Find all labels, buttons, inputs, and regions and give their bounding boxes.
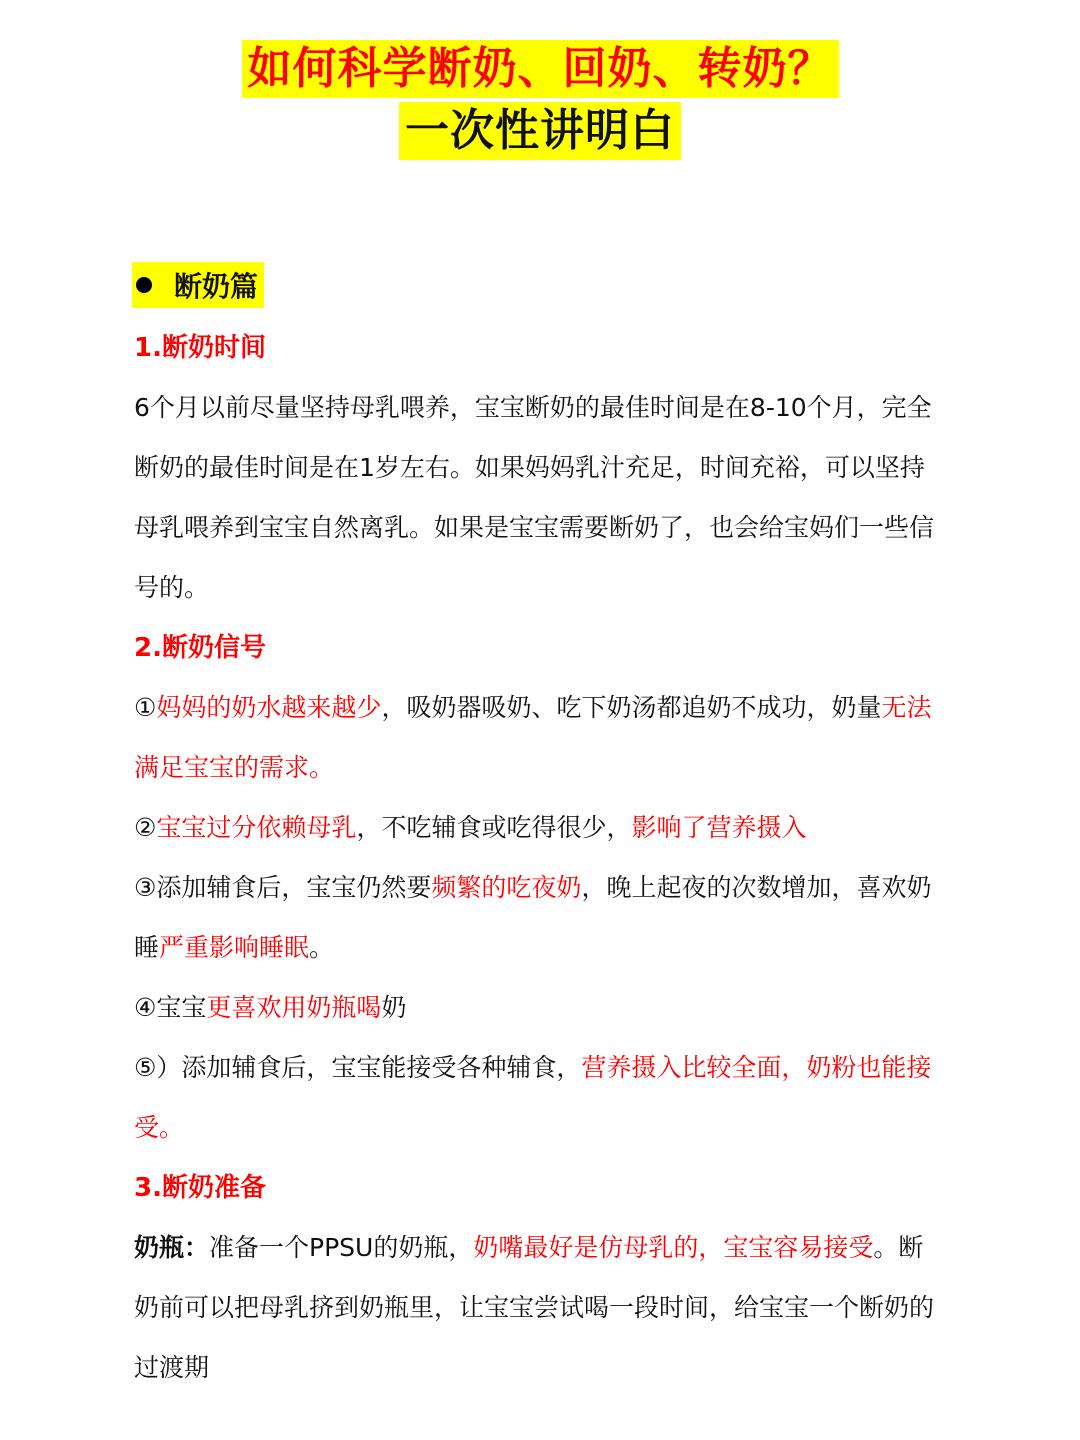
heading-weaning-signals: 2.断奶信号 (134, 633, 266, 663)
signal-1-highlight: 妈妈的奶水越来越少 (156, 693, 382, 722)
signal-2-text: ，不吃辅食或吃得很少， (356, 813, 632, 842)
section-header (132, 262, 264, 308)
bottle-highlight: 奶嘴最好是仿母乳的，宝宝容易接受 (473, 1233, 874, 1262)
bottle-text-2: 。断奶前可以把母乳挤到奶瓶里，让宝宝尝试喝一段时间，给宝宝一个断奶的过渡期 (134, 1233, 935, 1382)
signal-4-end: 奶 (381, 993, 407, 1022)
paragraph-weaning-time: 6个月以前尽量坚持母乳喂养，宝宝断奶的最佳时间是在8-10个月，完全断奶的最佳时间是在1岁左右。如果妈妈乳汁充足，时间充裕，可以坚持母乳喂养到宝宝自然离乳。如果是宝宝需要断奶了，也会给宝妈们一些信号的。 (134, 393, 935, 602)
signal-3-text: ③添加辅食后，宝宝仍然要 (134, 873, 432, 902)
signal-3-highlight-2: 严重影响睡眠 (159, 933, 310, 962)
signal-3-text-2: ，晚上起夜的次数增加，喜欢奶睡 (134, 873, 932, 962)
title-block (0, 40, 1080, 160)
section-header-label: 断奶篇 (174, 270, 259, 303)
heading-weaning-time: 1.断奶时间 (134, 333, 266, 363)
bullet-dot-icon (136, 277, 152, 293)
title-line-2: 一次性讲明白 (399, 102, 681, 160)
signal-4-text: ④宝宝 (134, 993, 207, 1022)
signal-item-1 (134, 678, 946, 798)
signal-item-3 (134, 858, 946, 978)
signal-3-highlight: 频繁的吃夜奶 (431, 873, 582, 902)
signal-2-highlight-2: 影响了营养摄入 (631, 813, 807, 842)
signal-5-text: ⑤）添加辅食后，宝宝能接受各种辅食， (134, 1053, 582, 1082)
heading-weaning-prep: 3.断奶准备 (134, 1173, 266, 1203)
signal-item-5 (134, 1038, 946, 1158)
signal-item-4 (134, 978, 946, 1038)
signal-1-highlight-2: 无法满足宝宝的需求。 (134, 693, 932, 782)
bottle-label: 奶瓶： (134, 1233, 210, 1262)
bottle-text: 准备一个PPSU的奶瓶， (209, 1233, 474, 1262)
signal-2-number: ② (134, 813, 157, 842)
signal-3-end: 。 (309, 933, 335, 962)
signal-1-number: ① (134, 693, 157, 722)
title-line-1: 如何科学断奶、回奶、转奶？ (242, 40, 839, 98)
signal-item-2 (134, 798, 946, 858)
signal-4-highlight: 更喜欢用奶瓶喝 (206, 993, 382, 1022)
signal-5-highlight: 营养摄入比较全面，奶粉也能接受。 (134, 1053, 932, 1142)
signal-2-highlight: 宝宝过分依赖母乳 (156, 813, 357, 842)
paragraph-bottle (134, 1218, 946, 1398)
article-content (134, 318, 946, 1398)
signal-1-text: ，吸奶器吸奶、吃下奶汤都追奶不成功，奶量 (381, 693, 882, 722)
